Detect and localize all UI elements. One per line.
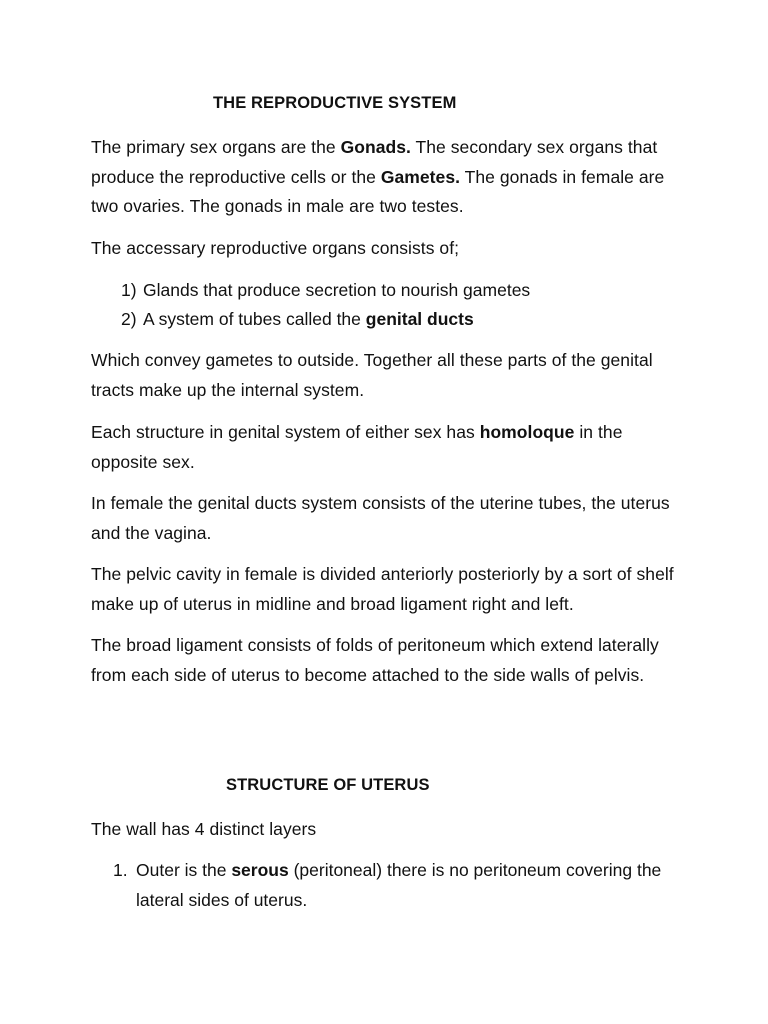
paragraph-convey-gametes: Which convey gametes to outside. Together all these parts of the genital tracts make up the internal system. [91, 350, 653, 400]
paragraph-text: in the opposite sex. [91, 422, 623, 472]
paragraph-text: Each structure in genital system of either sex has [91, 422, 480, 442]
bold-term-homoloque: homoloque [479, 422, 575, 442]
paragraph-female-ducts: In female the genital ducts system consists of the uterine tubes, the uterus and the vagina. [91, 493, 670, 543]
list-item-text-part: Outer is the [136, 860, 232, 880]
bold-term-gonads: Gonads. [340, 137, 411, 157]
bold-term-genital-ducts: genital ducts [365, 309, 474, 329]
list-item-text-part: A system of tubes called the [143, 309, 366, 329]
bold-term-gametes: Gametes. [380, 166, 461, 187]
paragraph-gonads [91, 133, 691, 222]
list-item-text [136, 856, 673, 915]
list-item-serous [113, 856, 673, 915]
bold-term-serous: serous [231, 860, 289, 880]
list-number: 2) [121, 309, 137, 329]
paragraph-text: The gonads in female are two ovaries. The gonads in male are two testes. [91, 166, 665, 216]
list-item-text: Glands that produce secretion to nourish gametes [143, 280, 531, 300]
paragraph-wall-layers: The wall has 4 distinct layers [91, 819, 317, 839]
paragraph-pelvic-cavity: The pelvic cavity in female is divided anteriorly posteriorly by a sort of shelf make up of uterus in midline and broad ligament right and left. [91, 564, 674, 614]
section-subtitle: STRUCTURE OF UTERUS [226, 776, 430, 794]
list-number: 1) [121, 280, 137, 300]
paragraph-accessory-organs: The accessary reproductive organs consists of; [91, 238, 460, 258]
paragraph-text: The primary sex organs are the [91, 137, 341, 157]
paragraph-text: The secondary sex organs that produce the reproductive cells or the [91, 137, 658, 187]
list-item-text [143, 305, 474, 335]
document-title: THE REPRODUCTIVE SYSTEM [213, 94, 457, 112]
paragraph-homologue [91, 418, 691, 477]
list-item-text-part: (peritoneal) there is no peritoneum covering the lateral sides of uterus. [136, 860, 662, 910]
list-number: 1. [113, 860, 128, 880]
paragraph-broad-ligament: The broad ligament consists of folds of peritoneum which extend laterally from each side of uterus to become attached to the side walls of pelvis. [91, 635, 659, 685]
